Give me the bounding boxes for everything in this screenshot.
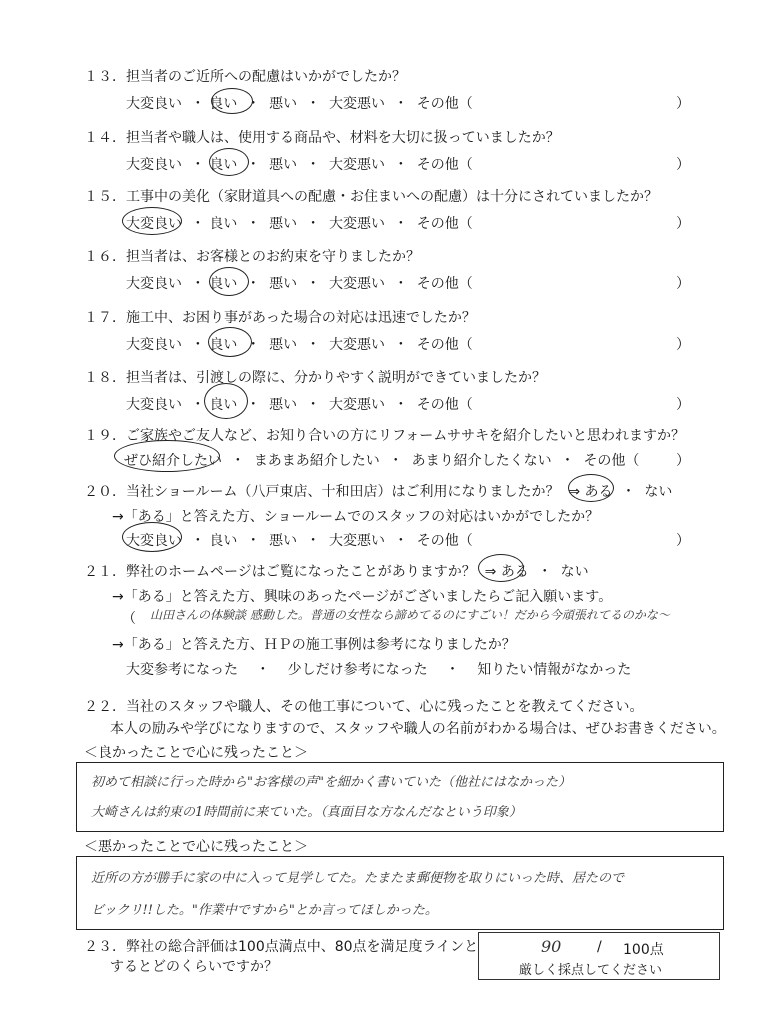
q19-opt-2[interactable]: まあまあ紹介したい: [253, 453, 380, 469]
q20-options: 大変良い ・ 良い ・ 悪い ・ 大変悪い ・ その他（: [126, 533, 473, 549]
q23-score[interactable]: 90: [541, 937, 562, 956]
q16-opt-2[interactable]: 良い: [209, 276, 238, 292]
q16-opt-3[interactable]: 悪い: [269, 276, 298, 292]
q21-handwritten-answer[interactable]: 山田さんの体験談 感動した。普通の女性なら諦めてるのにすごい！だから今頑張れてるのかな〜: [150, 608, 670, 622]
q18-opt-4[interactable]: 大変悪い: [328, 397, 385, 413]
q20-opt-2[interactable]: 良い: [209, 533, 238, 549]
q22-good-line-1: 初めて相談に行った時から"お客様の声"を細かく書いていた（他社にはなかった）: [91, 775, 571, 790]
q22-bad-line-1: 近所の方が勝手に家の中に入って見学してた。たまたま郵便物を取りにいった時、居たので: [91, 871, 625, 886]
q13-selection-circle: [211, 88, 253, 114]
q17-opt-2[interactable]: 良い: [209, 337, 238, 353]
q22-bad-box[interactable]: [76, 856, 724, 930]
q13-close: ）: [676, 96, 690, 112]
q17-opt-5[interactable]: その他（: [416, 337, 473, 353]
q23-label-2: するとどのくらいですか？: [110, 959, 278, 975]
q23-note: 厳しく採点してください: [519, 963, 663, 978]
q15-label: １５．工事中の美化（家財道具への配慮・お住まいへの配慮）は十分にされていましたか？: [84, 189, 658, 205]
q14-opt-3[interactable]: 悪い: [269, 157, 298, 173]
q21-opt-2[interactable]: 少しだけ参考になった: [287, 662, 428, 678]
q18-label: １８．担当者は、引渡しの際に、分かりやすく説明ができていましたか？: [84, 370, 546, 386]
q19-selection-circle: [114, 440, 220, 472]
q15-selection-circle: [122, 207, 182, 235]
q15-close: ）: [676, 216, 690, 232]
q17-label: １７．施工中、お困り事があった場合の対応は迅速でしたか？: [84, 310, 476, 326]
q20-no[interactable]: ない: [644, 484, 673, 500]
q18-close: ）: [676, 397, 690, 413]
q13-label: １３．担当者のご近所への配慮はいかがでしたか？: [84, 69, 406, 85]
q17-opt-1[interactable]: 大変良い: [126, 337, 182, 353]
q14-opt-4[interactable]: 大変悪い: [328, 157, 385, 173]
q20-close: ）: [676, 533, 690, 549]
q13-opt-5[interactable]: その他（: [416, 96, 473, 112]
q15-opt-2[interactable]: 良い: [209, 216, 238, 232]
q15-opt-5[interactable]: その他（: [416, 216, 473, 232]
q16-label: １６．担当者は、お客様とのお約束を守りましたか？: [84, 249, 420, 265]
q20-selection-circle: [122, 522, 182, 552]
q23-score-box[interactable]: [478, 932, 720, 980]
q20-yes-circle: [568, 474, 614, 502]
q17-close: ）: [676, 337, 690, 353]
q13-opt-2[interactable]: 良い: [209, 96, 238, 112]
q14-options: 大変良い ・ 良い ・ 悪い ・ 大変悪い ・ その他（: [126, 157, 473, 173]
q17-opt-4[interactable]: 大変悪い: [328, 337, 385, 353]
q21-sub2: →「ある」と答えた方、ＨＰの施工事例は参考になりましたか？: [112, 637, 516, 653]
q17-selection-circle: [208, 327, 252, 357]
q13-opt-1[interactable]: 大変良い: [126, 96, 182, 112]
q19-options: ぜひ紹介したい ・ まあまあ紹介したい ・ あまり紹介したくない ・ その他（: [124, 453, 640, 469]
q18-opt-3[interactable]: 悪い: [269, 397, 298, 413]
q21-open-paren: （: [122, 611, 136, 627]
q23-slash: /: [597, 939, 602, 955]
q20-opt-1[interactable]: 大変良い: [126, 533, 182, 549]
q22-label-2: 本人の励みや学びになりますので、スタッフや職人の名前がわかる場合は、ぜひお書きください。: [110, 721, 726, 737]
q18-selection-circle: [204, 383, 248, 419]
q15-options: 大変良い ・ 良い ・ 悪い ・ 大変悪い ・ その他（: [126, 216, 473, 232]
q22-good-line-2: 大崎さんは約束の1時間前に来ていた。（真面目な方なんだなという印象）: [91, 805, 522, 820]
q19-opt-4[interactable]: その他（: [583, 453, 640, 469]
q14-close: ）: [676, 157, 690, 173]
q16-selection-circle: [209, 267, 249, 296]
q22-good-label: ＜良かったことで心に残ったこと＞: [84, 745, 308, 761]
q14-opt-2[interactable]: 良い: [209, 157, 238, 173]
q22-bad-label: ＜悪かったことで心に残ったこと＞: [84, 839, 308, 855]
q18-options: 大変良い ・ 良い ・ 悪い ・ 大変悪い ・ その他（: [126, 397, 473, 413]
q19-label: １９．ご家族やご友人など、お知り合いの方にリフォームササキを紹介したいと思われますか？: [84, 428, 686, 444]
q18-opt-1[interactable]: 大変良い: [126, 397, 182, 413]
q22-label: ２２．当社のスタッフや職人、その他工事について、心に残ったことを教えてください。: [84, 699, 644, 715]
q21-sub1: →「ある」と答えた方、興味のあったページがございましたらご記入願います。: [112, 589, 613, 605]
q20-opt-5[interactable]: その他（: [416, 533, 473, 549]
q20-opt-4[interactable]: 大変悪い: [328, 533, 385, 549]
q21-yes-circle: [478, 554, 524, 582]
q14-selection-circle: [209, 148, 249, 176]
q22-good-box[interactable]: [76, 762, 724, 832]
q23-label: ２３．弊社の総合評価は100点満点中、80点を満足度ラインと: [84, 939, 479, 955]
q21-options2: 大変参考になった ・ 少しだけ参考になった ・ 知りたい情報がなかった: [126, 662, 632, 678]
q13-opt-3[interactable]: 悪い: [269, 96, 298, 112]
q14-label: １４．担当者や職人は、使用する商品や、材料を大切に扱っていましたか？: [84, 130, 560, 146]
q16-options: 大変良い ・ 良い ・ 悪い ・ 大変悪い ・ その他（: [126, 276, 473, 292]
q21-yes[interactable]: ある: [500, 564, 529, 580]
q17-options: 大変良い ・ 良い ・ 悪い ・ 大変悪い ・ その他（: [126, 337, 473, 353]
q14-opt-5[interactable]: その他（: [416, 157, 473, 173]
q15-opt-4[interactable]: 大変悪い: [328, 216, 385, 232]
q19-opt-1[interactable]: ぜひ紹介したい: [124, 453, 222, 469]
q22-bad-line-2: ビックリ!!した。"作業中ですから"とか言ってほしかった。: [91, 903, 438, 918]
q20-opt-3[interactable]: 悪い: [269, 533, 298, 549]
q17-opt-3[interactable]: 悪い: [269, 337, 298, 353]
q15-opt-3[interactable]: 悪い: [269, 216, 298, 232]
q21-no[interactable]: ない: [560, 564, 589, 580]
q16-opt-4[interactable]: 大変悪い: [328, 276, 385, 292]
q14-opt-1[interactable]: 大変良い: [126, 157, 182, 173]
q21-opt-3[interactable]: 知りたい情報がなかった: [477, 662, 632, 678]
q20-yes[interactable]: ある: [584, 484, 613, 500]
q21-opt-1[interactable]: 大変参考になった: [126, 662, 238, 678]
q18-opt-5[interactable]: その他（: [416, 397, 473, 413]
q18-opt-2[interactable]: 良い: [209, 397, 238, 413]
q20-sub: →「ある」と答えた方、ショールームでのスタッフの対応はいかがでしたか？: [112, 509, 600, 525]
q19-opt-3[interactable]: あまり紹介したくない: [411, 453, 552, 469]
q21-label: ２１．弊社のホームページはご覧になったことがありますか？ ⇒ ある ・ ない: [84, 564, 589, 580]
q16-close: ）: [676, 276, 690, 292]
q13-opt-4[interactable]: 大変悪い: [328, 96, 385, 112]
q16-opt-1[interactable]: 大変良い: [126, 276, 182, 292]
q20-label: ２０．当社ショールーム（八戸東店、十和田店）はご利用になりましたか？ ⇒ ある ・ ない: [84, 484, 673, 500]
q16-opt-5[interactable]: その他（: [416, 276, 473, 292]
q15-opt-1[interactable]: 大変良い: [126, 216, 182, 232]
q23-max: 100点: [623, 942, 664, 958]
q13-options: 大変良い ・ 良い ・ 悪い ・ 大変悪い ・ その他（: [126, 96, 473, 112]
q19-close: ）: [676, 453, 690, 469]
